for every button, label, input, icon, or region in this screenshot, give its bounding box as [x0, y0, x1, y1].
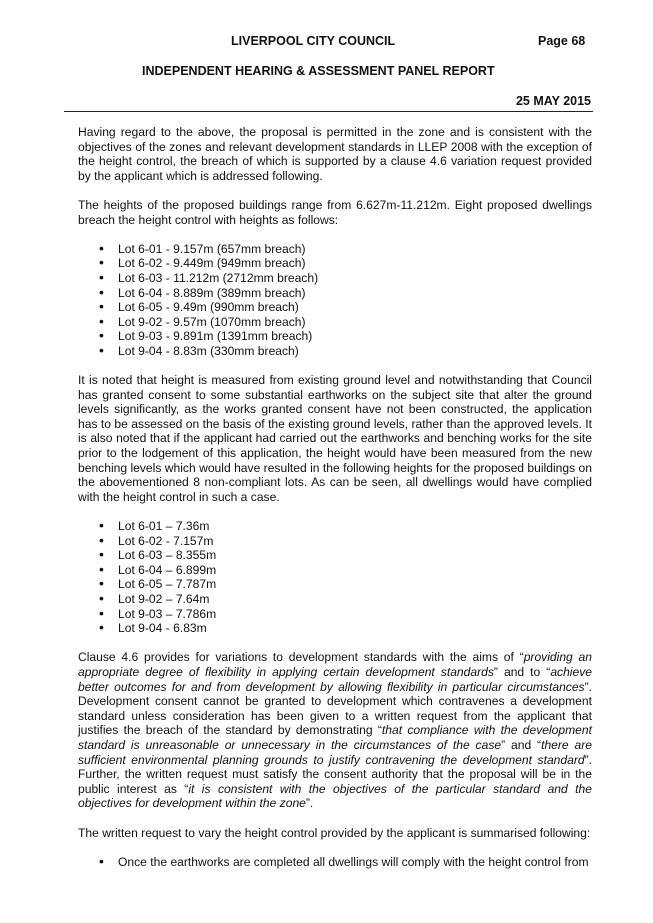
header-rule [64, 111, 593, 112]
list-item: • Lot 6-05 – 7.787m [78, 577, 592, 592]
paragraph-written-request: The written request to vary the height control provided by the applicant is summarised following: [78, 825, 591, 840]
paragraph-intro: Having regard to the above, the proposal is permitted in the zone and is consistent with the objectives of the zones and relevant development standards in LLEP 2008 with the exception of the height control, the breach of which is supported by a clause 4.6 variation request provided by the applicant which is addressed following. [78, 125, 592, 183]
list-item: • Lot 9-02 – 7.64m [78, 592, 592, 607]
report-title: INDEPENDENT HEARING & ASSESSMENT PANEL REPORT [142, 64, 495, 78]
list-item: • Lot 6-04 - 8.889m (389mm breach) [78, 286, 592, 301]
list-item: • Lot 9-04 - 8.83m (330mm breach) [78, 344, 592, 359]
list-item: • Lot 9-03 – 7.786m [78, 607, 592, 622]
list-item: • Lot 9-02 - 9.57m (1070mm breach) [78, 315, 592, 330]
council-name: LIVERPOOL CITY COUNCIL [231, 34, 396, 48]
paragraph-ground-levels: It is noted that height is measured from existing ground level and notwithstanding that Council has granted consent to some substantial earthworks on the subject site that alter the ground levels significantly, as the works granted consent have not been constructed, the application has to be assessed on the basis of the existing ground levels, rather than the approved levels. It is also noted that if the applicant had carried out the earthworks and benching works for the site prior to the lodgement of this application, the height would have been measured from the new benching levels which would have resulted in the following heights for the proposed buildings on the abovementioned 8 non-compliant lots. As can be seen, all dwellings would have complied with the height control in such a case. [78, 373, 592, 504]
list-item: • Lot 9-03 - 9.891m (1391mm breach) [78, 329, 592, 344]
paragraph-heights: The heights of the proposed buildings range from 6.627m-11.212m. Eight proposed dwellings breach the height control with heights as follows: [78, 197, 592, 227]
document-body [78, 125, 592, 869]
request-summary-list [78, 855, 592, 870]
list-item: • Lot 6-03 – 8.355m [78, 548, 592, 563]
breach-list [78, 242, 592, 359]
report-date: 25 MAY 2015 [515, 94, 591, 108]
list-item: • Lot 6-01 - 9.157m (657mm breach) [78, 242, 592, 257]
list-item: • Lot 9-04 - 6.83m [78, 621, 592, 636]
paragraph-clause-4-6: Clause 4.6 provides for variations to development standards with the aims of “providing an appropriate degree of flexibility in applying certain development standards” and to “achieve better outcomes for and from development by allowing flexibility in particular circumstances”. Development consent cannot be granted to development which contravenes a development standard unless consideration has been given to a written request from the applicant that justifies the breach of the standard by demonstrating “that compliance with the development standard is unreasonable or unnecessary in the circumstances of the case” and “there are sufficient environmental planning grounds to justify contravening the development standard”. Further, the written request must satisfy the consent authority that the proposal will be in the public interest as “it is consistent with the objectives of the particular standard and the objectives for development within the zone”. [78, 650, 593, 811]
list-item: • Once the earthworks are completed all dwellings will comply with the height control from [78, 855, 592, 870]
list-item: • Lot 6-02 - 7.157m [78, 534, 592, 549]
list-item: • Lot 6-02 - 9.449m (949mm breach) [78, 256, 592, 271]
list-item: • Lot 6-01 – 7.36m [78, 519, 592, 534]
list-item: • Lot 6-04 – 6.899m [78, 563, 592, 578]
list-item: • Lot 6-05 - 9.49m (990mm breach) [78, 300, 592, 315]
list-item: • Lot 6-03 - 11.212m (2712mm breach) [78, 271, 592, 286]
benching-heights-list [78, 519, 592, 636]
page-number: Page 68 [538, 34, 586, 48]
